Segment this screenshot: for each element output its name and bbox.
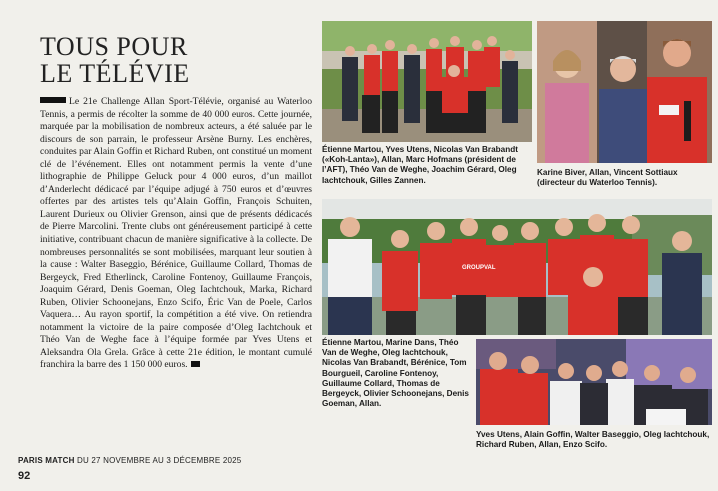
- photo-group-outdoor: [322, 21, 532, 142]
- end-marker: [191, 361, 200, 367]
- title-line-1: TOUS POUR: [40, 32, 188, 61]
- publication-name: PARIS MATCH: [18, 456, 75, 465]
- caption-photo-1: Étienne Martou, Yves Utens, Nicolas Van Brabandt («Koh-Lanta»), Allan, Marc Hofmans (président de l’AFT), Théo Van de Weghe, Joachim Gérard, Oleg Iachtchouk, Gilles Zannen.: [322, 145, 518, 185]
- shirt-text: GROUPVAL: [462, 265, 496, 271]
- page-number: 92: [18, 470, 31, 482]
- photo-big-group: [322, 199, 712, 335]
- photo-auction: [476, 339, 712, 425]
- caption-photo-3: Étienne Martou, Marine Dans, Théo Van de Weghe, Oleg Iachtchouk, Nicolas Van Brabandt, Bérénice, Tom Bourgueil, Caroline Fontenoy, Guillaume Collard, Thomas de Bergeyck, Olivier Schoonejans, Denis Goeman, Allan.: [322, 338, 469, 409]
- lead-marker: [40, 97, 66, 103]
- caption-photo-2: Karine Biver, Allan, Vincent Sottiaux (directeur du Waterloo Tennis).: [537, 168, 678, 188]
- caption-photo-4: Yves Utens, Alain Goffin, Walter Baseggio, Oleg Iachtchouk, Richard Ruben, Allan, Enzo Scifo.: [476, 430, 710, 450]
- photo-indoor-trio: [537, 21, 712, 163]
- title-line-2: LE TÉLÉVIE: [40, 59, 190, 88]
- article-title: [40, 33, 310, 87]
- issue-dates: DU 27 NOVEMBRE AU 3 DÉCEMBRE 2025: [77, 456, 242, 465]
- page-footer: [18, 456, 241, 465]
- article-body: [40, 96, 312, 372]
- article-body-text: Le 21e Challenge Allan Sport-Télévie, organisé au Waterloo Tennis, a permis de récolter la somme de 40 000 euros. Cette journée, marquée par la mobilisation de nombreux acteurs, a été saluée par le discours de son parrain, le professeur Arsène Burny. Les enchères, conduites par Alain Goffin et Richard Ruben, ont constitué un moment clé de l’événement. Elles ont notamment permis la vente d’une lithographie de Philippe Geluck pour 4 000 euros, d’un maillot d’Anderlecht dédicacé par l’équipe adjugé à 750 euros et d’œuvres offertes par des artistes tels qu’Alain Goffin, François Schuiten, Laurent Durieux ou Olivier Grenson, ainsi que de présents dédicacés de Pierre Marcolini. Trente clubs ont généreusement participé à cette initiative, contribuant chacun de manière significative à la collecte. De nombreuses personnalités se sont mobilisées, marquant leur soutien à la cause : Walter Baseggio, Bérénice, Guillaume Collard, Thomas de Bergeyck, Fred Etherlinck, Caroline Fontenoy, Guillaume François, Joaquim Gérard, Denis Goeman, Oleg Iachtchouk, Marka, Richard Ruben, Olivier Schoonejans, Enzo Scifo, Éric Van de Poele, Carlos Vaquera… Au rayon sportif, la compétition a été vive. On retiendra notamment la victoire de la paire composée d’Oleg Iachtchouk et Théo Van de Weghe face à l’équipe formée par Yves Utens et Aleksandra Ola Grela. Grâce à cette 21e édition, le montant cumulé franchira la barre des 1 150 000 euros.: [40, 96, 312, 371]
